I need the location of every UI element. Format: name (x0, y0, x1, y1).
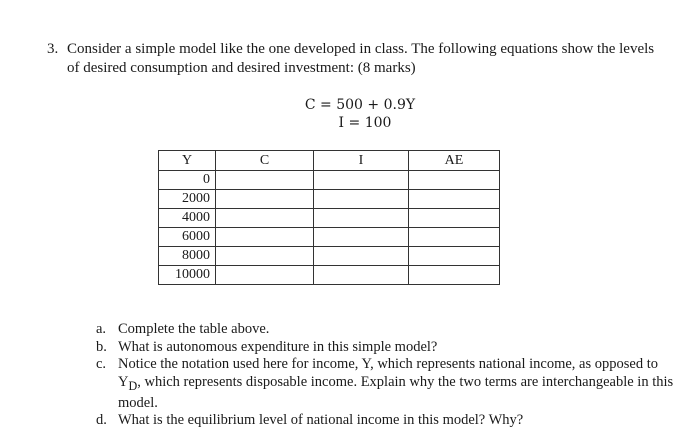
cell-ae (409, 190, 500, 209)
cell-ae (409, 247, 500, 266)
part-text: What is the equilibrium level of national income in this model? Why? (118, 412, 524, 429)
question-text: Consider a simple model like the one developed in class. The following equations show the levels of desired consumption and desired investment: (8 marks) (67, 41, 655, 76)
question-parts (96, 321, 676, 430)
part-text: Complete the table above. (118, 321, 270, 337)
cell-c (216, 228, 314, 247)
header-c: C (216, 151, 314, 171)
question-number: 3. (47, 41, 59, 57)
disposable-income-subscript: D (128, 378, 138, 393)
expenditure-table (158, 150, 500, 285)
cell-i (314, 190, 409, 209)
table-row (159, 190, 500, 209)
cell-y: 8000 (159, 247, 216, 266)
cell-y: 0 (159, 171, 216, 190)
cell-c (216, 247, 314, 266)
cell-y: 10000 (159, 266, 216, 285)
part-marker: c. (96, 356, 107, 372)
table-row (159, 171, 500, 190)
cell-y: 4000 (159, 209, 216, 228)
cell-i (314, 209, 409, 228)
cell-i (314, 266, 409, 285)
table-row (159, 247, 500, 266)
table-row (159, 228, 500, 247)
part-a (96, 321, 676, 339)
cell-c (216, 190, 314, 209)
cell-i (314, 247, 409, 266)
part-text: What is autonomous expenditure in this simple model? (118, 338, 438, 355)
cell-ae (409, 266, 500, 285)
part-d (96, 412, 676, 430)
equations (290, 96, 430, 132)
investment-equation: I = 100 (338, 115, 392, 131)
part-marker: b. (96, 338, 107, 355)
cell-y: 6000 (159, 228, 216, 247)
header-y: Y (159, 151, 216, 171)
cell-ae (409, 209, 500, 228)
cell-i (314, 228, 409, 247)
part-text-before: Notice the notation used here for income, Y, which represents national income, as opposed to Y (118, 356, 658, 390)
table-row (159, 266, 500, 285)
part-text-after: , which represents disposable income. Explain why the two terms are interchangeable in this model. (118, 373, 674, 411)
header-ae: AE (409, 151, 500, 171)
cell-i (314, 171, 409, 190)
cell-c (216, 209, 314, 228)
part-c (96, 356, 676, 412)
table-header-row (159, 151, 500, 171)
cell-c (216, 171, 314, 190)
cell-ae (409, 228, 500, 247)
cell-y: 2000 (159, 190, 216, 209)
cell-ae (409, 171, 500, 190)
table-row (159, 209, 500, 228)
consumption-equation: C = 500 + 0.9Y (304, 97, 416, 113)
cell-c (216, 266, 314, 285)
part-marker: a. (96, 321, 107, 337)
part-b (96, 339, 676, 357)
header-i: I (314, 151, 409, 171)
part-marker: d. (96, 412, 107, 429)
